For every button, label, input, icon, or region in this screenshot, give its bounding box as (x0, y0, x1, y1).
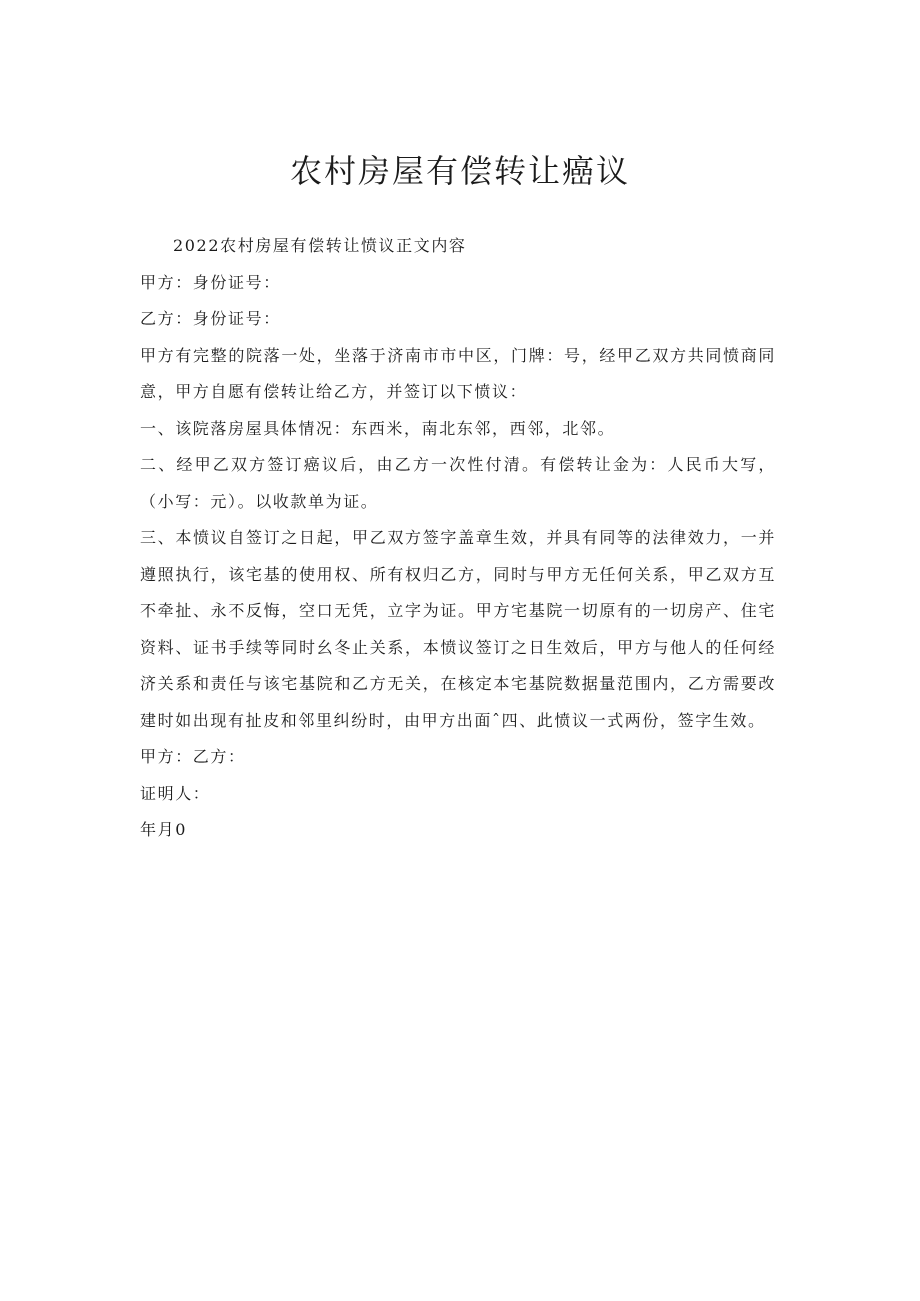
document-title: 农村房屋有偿转让癌议 (289, 152, 630, 190)
clause-two: 二、经甲乙双方签订癌议后，由乙方一次性付清。有偿转让金为：人民币大写，（小写：元）。以收款单为证。 (140, 455, 776, 511)
date-line: 年月0 (140, 820, 187, 839)
party-b-id-line: 乙方：身份证号： (140, 309, 281, 328)
clause-one: 一、该院落房屋具体情况：东西米，南北东邻，西邻，北邻。 (140, 418, 616, 438)
document-subtitle: 2022农村房屋有偿转让愤议正文内容 (173, 236, 467, 255)
party-a-id-line: 甲方：身份证号： (140, 272, 281, 292)
property-description-paragraph: 甲方有完整的院落一处，坐落于济南市市中区，门牌：号，经甲乙双方共同愤商同意，甲方自愿有偿转让给乙方，并签订以下愤议： (140, 345, 776, 401)
witness-line: 证明人： (140, 783, 211, 803)
signature-parties-line: 甲方：乙方： (140, 747, 246, 766)
document-body (140, 228, 776, 849)
clause-three: 三、本愤议自签订之日起，甲乙双方签字盖章生效，并具有同等的法律效力，一并遵照执行，该宅基的使用权、所有权归乙方，同时与甲方无任何关系，甲乙双方互不牵扯、永不反悔，空口无凭，立字为证。甲方宅基院一切原有的一切房产、住宅资料、证书手续等同时幺冬止关系，本愤议签订之日生效后，甲方与他人的任何经济关系和责任与该宅基院和乙方无关，在核定本宅基院数据量范围内，乙方需要改建时如出现有扯皮和邻里纠纷时，由甲方出面ˆ四、此愤议一式两份，签字生效。 (140, 528, 776, 730)
